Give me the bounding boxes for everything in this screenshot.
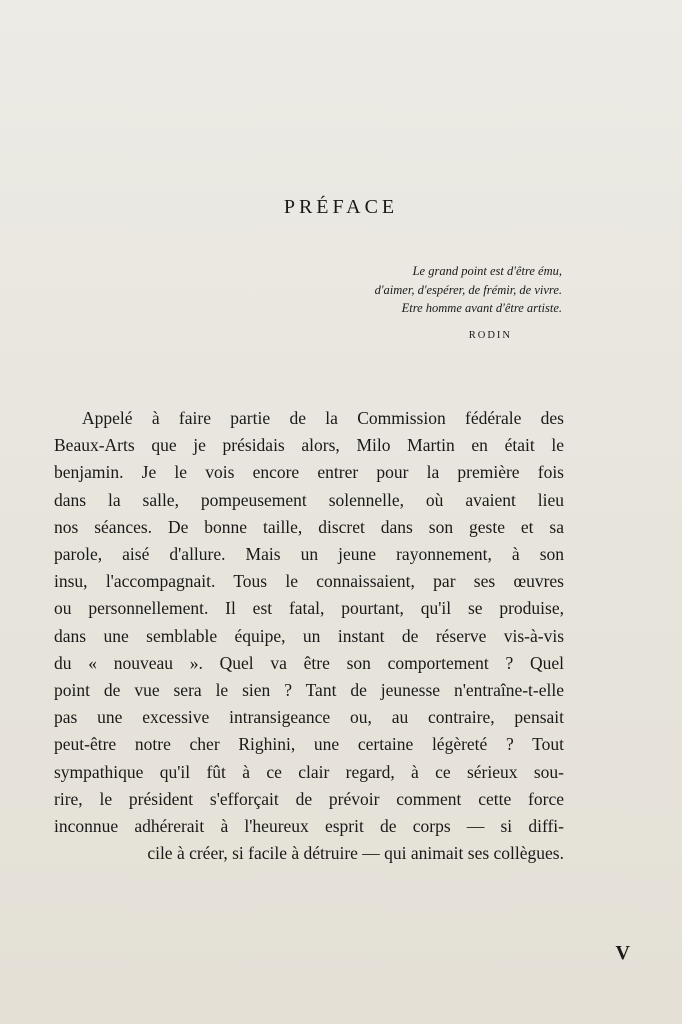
body-line: Appelé à faire partie de la Commission fédérale des [82, 408, 564, 428]
epigraph [232, 262, 562, 318]
epigraph-line: Etre homme avant d'être artiste. [401, 301, 562, 315]
body-line: nos séances. De bonne taille, discret dans son geste et sa [54, 516, 564, 537]
body-line: sympathique qu'il fût à ce clair regard, à ce sérieux sou- [54, 761, 564, 782]
body-line: parole, aisé d'allure. Mais un jeune rayonnement, à son [54, 544, 564, 565]
body-line: cile à créer, si facile à détruire — qui animait ses collègues. [147, 843, 564, 864]
epigraph-line: Le grand point est d'être ému, [412, 264, 562, 278]
page-title: PRÉFACE [283, 196, 399, 218]
body-line: du « nouveau ». Quel va être son comportement ? Quel [54, 652, 564, 673]
epigraph-author: RODIN [468, 330, 512, 341]
body-line: Beaux-Arts que je présidais alors, Milo Martin en était le [54, 435, 564, 456]
body-line: dans la salle, pompeusement solennelle, où avaient lieu [54, 489, 564, 510]
body-line: peut-être notre cher Righini, une certaine légèreté ? Tout [54, 734, 564, 755]
body-line: dans une semblable équipe, un instant de réserve vis-à-vis [54, 625, 564, 646]
body-line: pas une excessive intransigeance ou, au contraire, pensait [54, 707, 564, 728]
body-text [54, 405, 564, 867]
body-line: inconnue adhérerait à l'heureux esprit de corps — si diffi- [54, 816, 564, 837]
body-line: ou personnellement. Il est fatal, pourtant, qu'il se produise, [54, 598, 564, 619]
body-line: insu, l'accompagnait. Tous le connaissaient, par ses œuvres [54, 571, 564, 592]
body-line: benjamin. Je le vois encore entrer pour la première fois [54, 462, 564, 483]
epigraph-line: d'aimer, d'espérer, de frémir, de vivre. [374, 282, 562, 297]
page-number: V [615, 942, 630, 964]
body-line: point de vue sera le sien ? Tant de jeunesse n'entraîne-t-elle [54, 680, 564, 701]
body-line: rire, le président s'efforçait de prévoir comment cette force [54, 788, 564, 809]
